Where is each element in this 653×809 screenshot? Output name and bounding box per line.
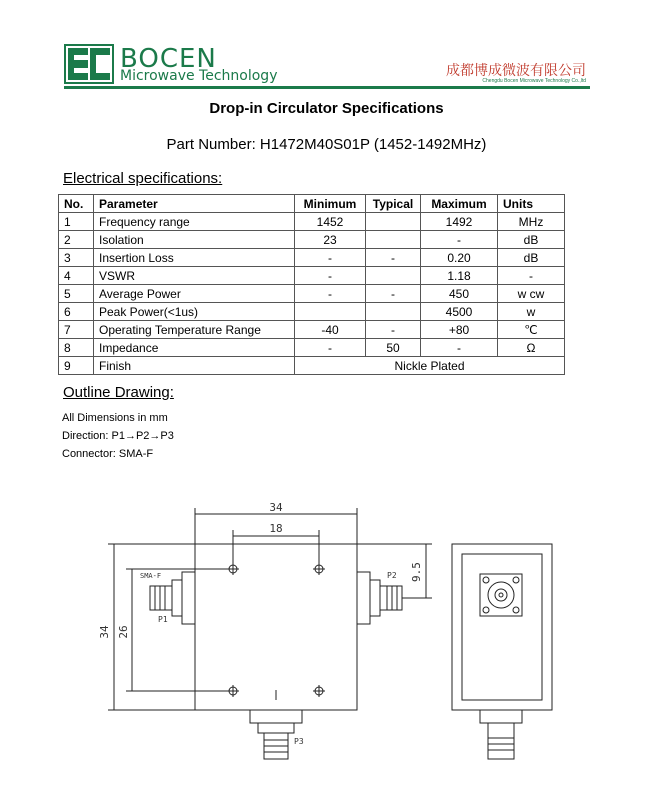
table-cell: +80 <box>421 321 498 339</box>
side-view-body <box>452 544 552 710</box>
brand-tagline: Microwave Technology <box>120 68 278 84</box>
outline-drawing <box>100 500 560 790</box>
dim-holes-v-label: 26 <box>117 625 130 639</box>
col-header: Typical <box>366 195 421 213</box>
mounting-hole-icon <box>227 563 239 575</box>
electrical-heading: Electrical specifications: <box>63 170 223 187</box>
table-cell: w <box>498 303 565 321</box>
col-header: Maximum <box>421 195 498 213</box>
table-cell <box>366 303 421 321</box>
dim-holes-label: 18 <box>269 522 283 535</box>
table-cell: Isolation <box>94 231 295 249</box>
table-row <box>59 231 565 249</box>
table-cell: - <box>421 231 498 249</box>
table-row <box>59 267 565 285</box>
table-cell: 9 <box>59 357 94 375</box>
spec-table <box>58 194 565 375</box>
table-row <box>59 321 565 339</box>
table-cell: - <box>295 249 366 267</box>
table-cell <box>366 267 421 285</box>
table-row <box>59 213 565 231</box>
table-cell: Ω <box>498 339 565 357</box>
col-header: Units <box>498 195 565 213</box>
table-cell: 1492 <box>421 213 498 231</box>
table-cell: dB <box>498 231 565 249</box>
table-row <box>59 285 565 303</box>
port-p1-label: P1 <box>158 615 168 624</box>
table-row <box>59 339 565 357</box>
header-divider <box>64 86 590 89</box>
table-cell <box>366 231 421 249</box>
table-cell: - <box>295 339 366 357</box>
col-header: Minimum <box>295 195 366 213</box>
table-row <box>59 303 565 321</box>
table-cell: 4500 <box>421 303 498 321</box>
dim-port-label: 9.5 <box>410 562 423 582</box>
outline-heading: Outline Drawing: <box>63 384 174 401</box>
table-cell: 6 <box>59 303 94 321</box>
port-p2-label: P2 <box>387 571 397 580</box>
table-cell <box>366 213 421 231</box>
side-connector-icon <box>480 574 522 616</box>
table-cell: Average Power <box>94 285 295 303</box>
table-cell: Frequency range <box>94 213 295 231</box>
table-cell: Finish <box>94 357 295 375</box>
table-header-row <box>59 195 565 213</box>
col-header: Parameter <box>94 195 295 213</box>
mounting-hole-icon <box>313 685 325 697</box>
mounting-hole-icon <box>227 685 239 697</box>
table-cell: - <box>295 267 366 285</box>
table-row <box>59 357 565 375</box>
table-cell: 2 <box>59 231 94 249</box>
table-cell <box>295 303 366 321</box>
dim-width-label: 34 <box>269 501 283 514</box>
table-cell: 4 <box>59 267 94 285</box>
table-cell: - <box>366 321 421 339</box>
header <box>64 44 590 90</box>
connector-note: Connector: SMA-F <box>62 448 154 460</box>
mounting-hole-icon <box>313 563 325 575</box>
table-cell: - <box>498 267 565 285</box>
table-row <box>59 249 565 267</box>
table-cell: ℃ <box>498 321 565 339</box>
table-cell: 3 <box>59 249 94 267</box>
dimensions-note: All Dimensions in mm <box>62 412 168 424</box>
table-cell: VSWR <box>94 267 295 285</box>
page-title: Drop-in Circulator Specifications <box>209 100 444 117</box>
table-cell: - <box>295 285 366 303</box>
brand-name: BOCEN <box>120 44 217 74</box>
table-cell: 1452 <box>295 213 366 231</box>
table-cell: - <box>366 285 421 303</box>
table-cell: 1.18 <box>421 267 498 285</box>
port-p3-label: P3 <box>294 737 304 746</box>
connector-p3-icon <box>250 710 302 759</box>
table-cell: 8 <box>59 339 94 357</box>
part-number: Part Number: H1472M40S01P (1452-1492MHz) <box>166 136 487 153</box>
direction-note: Direction: P1→P2→P3 <box>62 430 174 442</box>
table-cell: - <box>366 249 421 267</box>
table-cell: - <box>421 339 498 357</box>
company-name-cn: 成都博成微波有限公司 <box>446 63 586 79</box>
col-header: No. <box>59 195 94 213</box>
table-cell: 0.20 <box>421 249 498 267</box>
table-cell: Insertion Loss <box>94 249 295 267</box>
company-name-en: Chengdu Bocen Microwave Technology Co.,ltd <box>482 78 586 84</box>
table-cell: 7 <box>59 321 94 339</box>
table-cell: 50 <box>366 339 421 357</box>
table-cell: Peak Power(<1us) <box>94 303 295 321</box>
table-cell: Nickle Plated <box>295 357 565 375</box>
table-cell: -40 <box>295 321 366 339</box>
dim-height-label: 34 <box>98 625 111 639</box>
table-cell: Operating Temperature Range <box>94 321 295 339</box>
table-cell: w cw <box>498 285 565 303</box>
table-cell: 5 <box>59 285 94 303</box>
sma-label: SMA-F <box>140 572 162 580</box>
table-cell: 450 <box>421 285 498 303</box>
bocen-logo-icon <box>64 44 114 84</box>
table-cell: 1 <box>59 213 94 231</box>
table-cell: 23 <box>295 231 366 249</box>
table-cell: MHz <box>498 213 565 231</box>
table-cell: dB <box>498 249 565 267</box>
table-cell: Impedance <box>94 339 295 357</box>
